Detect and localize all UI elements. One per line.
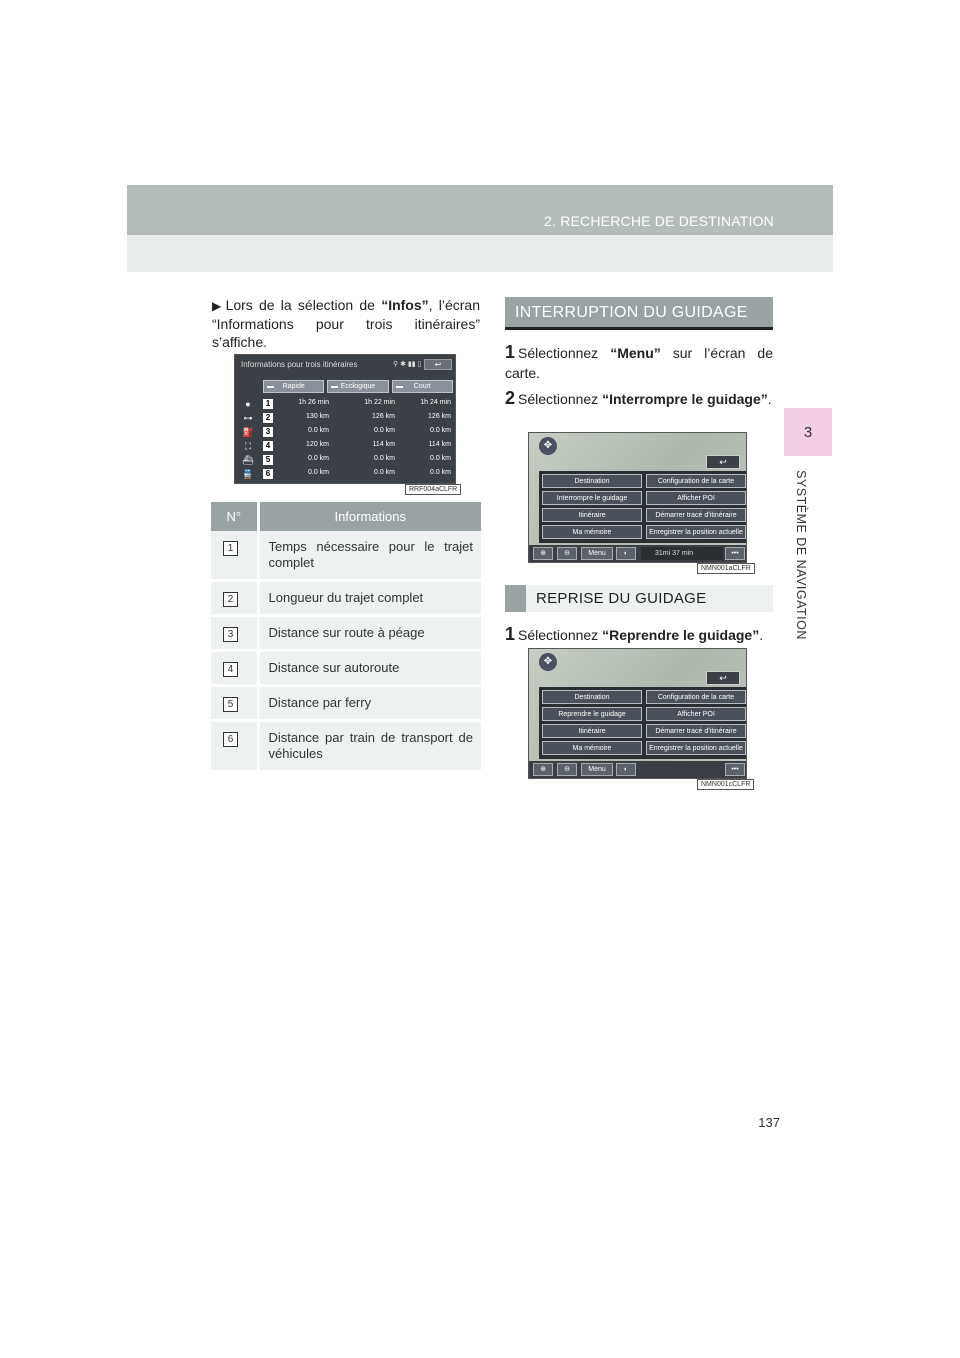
route-info-row: 🚆 6 0.0 km 0.0 km 0.0 km — [242, 469, 451, 479]
tab-rapide[interactable]: Rapide — [263, 380, 324, 393]
number-box: 6 — [223, 732, 238, 747]
show-poi-button[interactable]: Afficher POI — [646, 707, 746, 721]
page-number: 137 — [758, 1115, 780, 1130]
toll-icon: ⛽ — [242, 427, 254, 437]
destination-button[interactable]: Destination — [542, 690, 642, 704]
zoom-in-icon[interactable]: ⊕ — [533, 547, 553, 560]
my-memory-button[interactable]: Ma mémoire — [542, 525, 642, 539]
menu-panel — [539, 687, 747, 759]
tab-court[interactable]: Court — [392, 380, 453, 393]
route-info-row: ● 1 1h 26 min 1h 22 min 1h 24 min — [239, 397, 453, 411]
highway-icon: ⛶ — [244, 441, 252, 451]
car-train-icon: 🚆 — [242, 469, 254, 479]
number-box: 1 — [223, 541, 238, 556]
table-row — [211, 686, 481, 721]
resume-guidance-button[interactable]: Reprendre le guidage — [542, 707, 642, 721]
zoom-out-icon[interactable]: ⊖ — [557, 763, 577, 776]
route-button[interactable]: Itinéraire — [542, 724, 642, 738]
table-header-info: Informations — [258, 502, 481, 531]
step-2-interrompre: 2 Sélectionnez “Interrompre le guidage”. — [505, 388, 772, 408]
menu-resume-screenshot — [528, 648, 747, 779]
number-box: 5 — [223, 697, 238, 712]
section-heading-interruption: INTERRUPTION DU GUIDAGE — [505, 297, 773, 330]
section-title: 2. RECHERCHE DE DESTINATION — [544, 213, 774, 229]
table-cell: Distance par ferry — [258, 686, 481, 721]
chapter-tab: 3 — [784, 408, 832, 456]
menu-panel — [539, 471, 747, 543]
menu-button[interactable]: Menu — [581, 763, 613, 776]
table-cell: Distance par train de transport de véhicules — [258, 721, 481, 772]
bullet-arrow-icon: ▶ — [212, 299, 224, 313]
header-subband — [127, 235, 833, 272]
more-icon[interactable]: ••• — [725, 547, 745, 560]
number-box: 4 — [223, 662, 238, 677]
zoom-out-icon[interactable]: ⊖ — [557, 547, 577, 560]
table-row — [211, 531, 481, 581]
table-row — [211, 651, 481, 686]
back-icon[interactable]: ↩ — [706, 455, 740, 469]
start-route-trace-button[interactable]: Démarrer tracé d’itinéraire — [646, 508, 746, 522]
image-code: RRF004aCLFR — [405, 484, 461, 495]
ferry-icon: ⛴ — [242, 455, 254, 465]
image-code: NMN001cCLFR — [697, 779, 754, 790]
table-cell: Temps nécessaire pour le trajet complet — [258, 531, 481, 581]
screen-title: Informations pour trois itinéraires — [241, 360, 358, 369]
map-config-button[interactable]: Configuration de la carte — [646, 474, 746, 488]
more-icon[interactable]: ••• — [725, 763, 745, 776]
show-poi-button[interactable]: Afficher POI — [646, 491, 746, 505]
image-code: NMN001aCLFR — [697, 563, 755, 574]
menu-interrupt-screenshot — [528, 432, 747, 563]
voice-icon[interactable]: ◐ — [616, 763, 636, 776]
number-box: 3 — [223, 627, 238, 642]
route-info-row: ⛴ 5 0.0 km 0.0 km 0.0 km — [242, 455, 451, 465]
clock-icon: ● — [245, 399, 251, 409]
compass-icon[interactable]: ✥ — [539, 653, 557, 671]
three-routes-screenshot — [234, 354, 456, 484]
map-config-button[interactable]: Configuration de la carte — [646, 690, 746, 704]
save-position-button[interactable]: Enregistrer la position actuelle — [646, 741, 746, 755]
step-1-reprendre: 1 Sélectionnez “Reprendre le guidage”. — [505, 624, 764, 644]
route-button[interactable]: Itinéraire — [542, 508, 642, 522]
voice-icon[interactable]: ◐ — [616, 547, 636, 560]
section-heading-reprise: REPRISE DU GUIDAGE — [505, 585, 773, 612]
save-position-button[interactable]: Enregistrer la position actuelle — [646, 525, 746, 539]
route-length-icon: ⊶ — [243, 413, 253, 423]
step-1-menu: 1 Sélectionnez “Menu” sur l’écran de carte. — [505, 342, 773, 381]
table-header-number: N° — [211, 502, 258, 531]
bullet-paragraph: ▶ Lors de la sélection de “Infos”, l’écran “Informations pour trois itinéraires” s’affiche. — [212, 297, 480, 350]
status-icons: ⚲ ✱ ▮▮ ▯ — [393, 361, 422, 368]
eta-readout: 31mi 37 min — [641, 547, 723, 560]
menu-button[interactable]: Menu — [581, 547, 613, 560]
chapter-title-vertical: SYSTÈME DE NAVIGATION — [794, 470, 809, 640]
info-table — [211, 502, 481, 773]
route-info-row: ⊶ 2 130 km 126 km 126 km — [239, 411, 453, 425]
back-icon[interactable]: ↩ — [424, 359, 452, 370]
stop-guidance-button[interactable]: Interrompre le guidage — [542, 491, 642, 505]
number-box: 2 — [223, 592, 238, 607]
table-cell: Longueur du trajet complet — [258, 581, 481, 616]
table-row — [211, 721, 481, 772]
table-cell: Distance sur route à péage — [258, 616, 481, 651]
map-bottom-bar — [529, 761, 746, 778]
route-info-row: ⛶ 4 120 km 114 km 114 km — [239, 439, 453, 453]
table-row — [211, 616, 481, 651]
compass-icon[interactable]: ✥ — [539, 437, 557, 455]
destination-button[interactable]: Destination — [542, 474, 642, 488]
table-cell: Distance sur autoroute — [258, 651, 481, 686]
zoom-in-icon[interactable]: ⊕ — [533, 763, 553, 776]
table-row — [211, 581, 481, 616]
start-route-trace-button[interactable]: Démarrer tracé d’itinéraire — [646, 724, 746, 738]
map-bottom-bar — [529, 545, 746, 562]
my-memory-button[interactable]: Ma mémoire — [542, 741, 642, 755]
tab-ecologique[interactable]: Ecologique — [327, 380, 388, 393]
route-info-row: ⛽ 3 0.0 km 0.0 km 0.0 km — [242, 427, 451, 437]
back-icon[interactable]: ↩ — [706, 671, 740, 685]
